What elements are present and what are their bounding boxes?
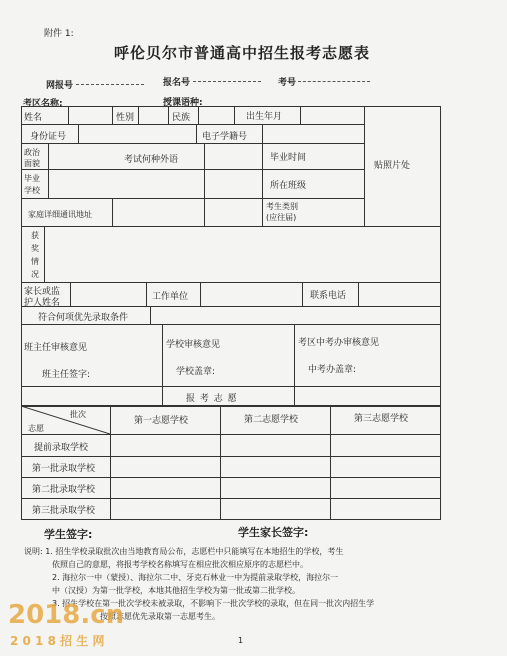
language-label: 授课语种: xyxy=(163,98,203,108)
col-line xyxy=(330,406,331,520)
online-number-field[interactable] xyxy=(76,84,144,85)
row-line xyxy=(21,226,441,227)
col-line xyxy=(44,226,45,282)
student-signature-label: 学生签字: xyxy=(44,528,93,541)
awards-label-1: 获 xyxy=(31,231,39,240)
col-line xyxy=(112,106,113,124)
row-line xyxy=(21,143,364,144)
row-early-admission: 提前录取学校 xyxy=(34,443,89,453)
note-line: 2. 海拉尔一中（蒙授）、海拉尔二中、牙克石林业一中为提前录取学校，海拉尔一 xyxy=(52,573,339,582)
office-seal-label: 中考办盖章: xyxy=(308,365,357,375)
col-line xyxy=(146,282,147,306)
ethnicity-label: 民族 xyxy=(172,113,191,123)
col-line xyxy=(302,282,303,306)
col-line xyxy=(220,406,221,520)
political-label-2: 面貌 xyxy=(24,159,40,168)
col-line xyxy=(364,106,365,226)
school-seal-label: 学校盖章: xyxy=(176,367,216,377)
choice-header: 志愿 xyxy=(28,424,44,433)
col-line xyxy=(110,406,111,520)
col-line xyxy=(262,143,263,226)
column-third-choice: 第三志愿学校 xyxy=(354,414,409,424)
col-line xyxy=(262,124,263,143)
graduation-time-label: 毕业时间 xyxy=(270,153,307,163)
batch-header: 批次 xyxy=(70,410,86,419)
row-line xyxy=(21,124,364,125)
political-label-1: 政治 xyxy=(24,148,40,157)
row-line xyxy=(21,198,364,199)
watermark-text: 2 0 1 8 招 生 网 xyxy=(10,634,105,648)
col-line xyxy=(70,282,71,306)
note-line: 3. 招生学校在第一批次学校未被录取，不影响下一批次学校的录取，但在同一批次内招生学 xyxy=(52,599,375,608)
row-first-batch: 第一批录取学校 xyxy=(32,464,96,474)
col-line xyxy=(150,306,151,324)
col-line xyxy=(112,198,113,226)
col-line xyxy=(168,106,169,124)
note-line: 说明: 1. 招生学校录取批次由当地教育局公布，志愿栏中只能填写在本地招生的学校，考生 xyxy=(24,547,344,556)
exam-number-field[interactable] xyxy=(298,81,370,82)
online-number-label: 网报号 xyxy=(46,81,74,91)
attachment-label: 附件 1: xyxy=(44,29,74,39)
school-label-1: 毕业 xyxy=(24,174,40,183)
category-label-1: 考生类别 xyxy=(266,202,298,211)
note-line: 中（汉授）为第一批学校，本地其他招生学校为第一批或第二批学校。 xyxy=(52,586,300,595)
gender-label: 性别 xyxy=(116,113,135,123)
parent-signature-label: 学生家长签字: xyxy=(238,526,309,539)
enroll-number-label: 报名号 xyxy=(163,78,191,88)
guardian-label-1: 家长或监 xyxy=(24,287,61,297)
category-label-2: (应往届) xyxy=(266,213,297,222)
form-frame xyxy=(21,106,441,406)
enroll-number-field[interactable] xyxy=(193,81,261,82)
birth-label: 出生年月 xyxy=(246,112,283,122)
workplace-label: 工作单位 xyxy=(152,292,189,302)
school-opinion-label: 学校审核意见 xyxy=(166,340,221,350)
page-number: 1 xyxy=(238,636,244,645)
row-third-batch: 第三批录取学校 xyxy=(32,506,96,516)
class-label: 所在班级 xyxy=(270,181,307,191)
name-label: 姓名 xyxy=(24,113,43,123)
priority-label: 符合何项优先录取条件 xyxy=(38,313,129,323)
foreign-language-label: 考试何种外语 xyxy=(124,155,179,165)
col-line xyxy=(300,106,301,124)
col-line xyxy=(196,124,197,143)
district-label: 考区名称: xyxy=(23,99,63,109)
address-label: 家庭详细通讯地址 xyxy=(28,210,92,219)
row-second-batch: 第二批录取学校 xyxy=(32,485,96,495)
watermark-logo: 2018.cn xyxy=(8,600,125,630)
teacher-opinion-label: 班主任审核意见 xyxy=(24,343,88,353)
col-line xyxy=(234,106,235,124)
row-line xyxy=(21,434,441,435)
awards-label-2: 奖 xyxy=(31,244,39,253)
awards-label-4: 况 xyxy=(31,270,39,279)
col-line xyxy=(138,106,139,124)
col-line xyxy=(200,282,201,306)
id-number-label: 身份证号 xyxy=(30,132,67,142)
school-label-2: 学校 xyxy=(24,186,40,195)
note-line: 依照自己的意愿，将报考学校名称填写在相应批次相应原序的志愿栏中。 xyxy=(52,560,308,569)
photo-placeholder: 贴照片处 xyxy=(374,161,411,171)
col-line xyxy=(48,143,49,198)
col-line xyxy=(198,106,199,124)
col-line xyxy=(358,282,359,306)
teacher-sign-label: 班主任签字: xyxy=(42,370,91,380)
row-line xyxy=(21,456,441,457)
row-line xyxy=(21,169,364,170)
row-line xyxy=(21,498,441,499)
row-line xyxy=(21,477,441,478)
student-id-label: 电子学籍号 xyxy=(202,132,248,142)
page-title: 呼伦贝尔市普通高中招生报考志愿表 xyxy=(114,44,371,62)
note-line: 按照志愿优先录取第一志愿考生。 xyxy=(100,612,220,621)
exam-number-label: 考号 xyxy=(278,78,297,88)
awards-label-3: 情 xyxy=(31,257,39,266)
row-line xyxy=(21,282,441,283)
phone-label: 联系电话 xyxy=(310,291,347,301)
col-line xyxy=(78,124,79,143)
col-line xyxy=(68,106,69,124)
row-line xyxy=(21,324,441,325)
office-opinion-label: 考区中考办审核意见 xyxy=(298,338,380,348)
column-second-choice: 第二志愿学校 xyxy=(244,415,299,425)
row-line xyxy=(21,306,441,307)
choices-title: 报 考 志 愿 xyxy=(186,394,238,404)
col-line xyxy=(204,143,205,226)
guardian-label-2: 护人姓名 xyxy=(24,298,61,308)
column-first-choice: 第一志愿学校 xyxy=(134,416,189,426)
